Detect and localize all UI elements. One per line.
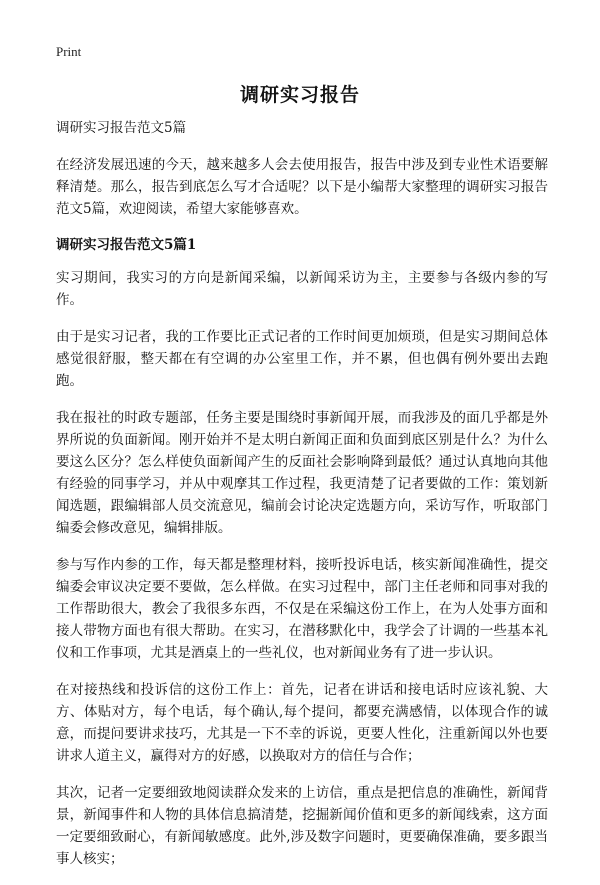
document-title: 调研实习报告: [239, 84, 360, 106]
body-paragraph: 在对接热线和投诉信的这份工作上：首先，记者在讲话和接电话时应该礼貌、大方、体贴对方，每个电话，每个确认,每个提问，都要充满感情，以体现合作的诚意，而提问要讲求技巧，尤其是一下不幸的诉说，更要人性化，注重新闻以外也要讲求人道主义，赢得对方的好感，以换取对方的信任与合作；: [56, 682, 548, 764]
body-paragraph: 由于是实习记者，我的工作要比正式记者的工作时间更加烦琐，但是实习期间总体感觉很舒服，整天都在有空调的办公室里工作，并不累，但也偶有例外要出去跑跑。: [56, 329, 548, 389]
document-body: [56, 118, 548, 885]
body-paragraph: 参与写作内参的工作，每天都是整理材料，接听投诉电话，核实新闻准确性，提交编委会审议决定要不要做，怎么样做。在实习过程中，部门主任老师和同事对我的工作帮助很大，教会了我很多东西，不仅是在采编这份工作上，在为人处事方面和接人带物方面也有很大帮助。在实习，在潜移默化中，我学会了计调的一些基本礼仪和工作事项，尤其是酒桌上的一些礼仪，也对新闻业务有了进一步认识。: [56, 557, 548, 661]
print-link[interactable]: Print: [56, 44, 82, 59]
section-heading: 调研实习报告范文5篇1: [56, 237, 197, 253]
body-paragraph: 我在报社的时政专题部，任务主要是围绕时事新闻开展，而我涉及的面几乎都是外界所说的负面新闻。刚开始并不是太明白新闻正面和负面到底区别是什么？为什么要这么区分？怎么样使负面新闻产生的反面社会影响降到最低？通过认真地向其他有经验的同事学习，并从中观摩其工作过程，我更清楚了记者要做的工作：策划新闻选题，跟编辑部人员交流意见，编前会讨论决定选题方向，采访写作，听取部门编委会修改意见，编辑排版。: [56, 410, 548, 536]
intro-paragraph: 在经济发展迅速的今天，越来越多人会去使用报告，报告中涉及到专业性术语要解释清楚。那么，报告到底怎么写才合适呢？以下是小编帮大家整理的调研实习报告范文5篇，欢迎阅读，希望大家能够喜欢。: [56, 157, 548, 217]
body-paragraph: 实习期间，我实习的方向是新闻采编，以新闻采访为主，主要参与各级内参的写作。: [56, 270, 548, 308]
body-paragraph: 其次，记者一定要细致地阅读群众发来的上访信，重点是把信息的准确性，新闻背景，新闻事件和人物的具体信息搞清楚，挖掘新闻价值和更多的新闻线索，这方面一定要细致耐心，有新闻敏感度。此外,涉及数字问题时，更要确保准确，要多跟当事人核实；: [56, 785, 548, 867]
document-subtitle: 调研实习报告范文5篇: [56, 120, 187, 136]
